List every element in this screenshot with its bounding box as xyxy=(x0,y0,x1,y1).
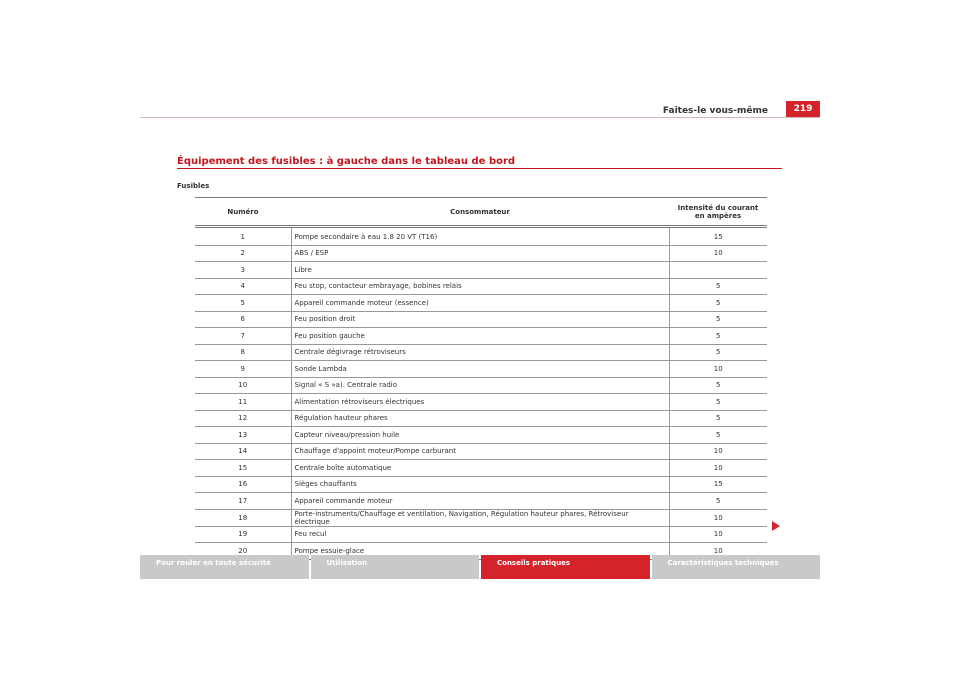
continue-arrow-icon[interactable] xyxy=(772,521,780,531)
fuse-number-cell: 11 xyxy=(195,394,291,411)
table-row xyxy=(195,394,767,411)
consumer-cell: Centrale boîte automatique xyxy=(291,460,669,477)
table-row xyxy=(195,526,767,543)
section-title: Équipement des fusibles : à gauche dans le tableau de bord xyxy=(177,156,516,167)
amperage-cell: 15 xyxy=(669,227,767,246)
footer-tab-practical-tips[interactable]: Conseils pratiques xyxy=(481,555,650,579)
column-header-amperage: Intensité du courant en ampères xyxy=(669,198,767,227)
consumer-cell: Chauffage d'appoint moteur/Pompe carburant xyxy=(291,443,669,460)
fuse-number-cell: 12 xyxy=(195,410,291,427)
table-row xyxy=(195,443,767,460)
fuse-number-cell: 8 xyxy=(195,344,291,361)
section-divider xyxy=(177,168,782,169)
amperage-cell: 5 xyxy=(669,377,767,394)
page-header-title: Faites-le vous-même xyxy=(662,106,768,116)
fuse-number-cell: 3 xyxy=(195,262,291,279)
footer-tab-safety[interactable]: Pour rouler en toute sécurité xyxy=(140,555,309,579)
amperage-cell: 10 xyxy=(669,543,767,560)
fuse-number-cell: 2 xyxy=(195,245,291,262)
amperage-cell: 10 xyxy=(669,361,767,378)
table-row xyxy=(195,410,767,427)
fuse-number-cell: 18 xyxy=(195,509,291,526)
amperage-cell: 5 xyxy=(669,328,767,345)
consumer-cell: Signal « S »a). Centrale radio xyxy=(291,377,669,394)
sub-heading: Fusibles xyxy=(177,182,210,190)
table-row xyxy=(195,245,767,262)
table-row xyxy=(195,361,767,378)
table-row xyxy=(195,328,767,345)
fuse-number-cell: 19 xyxy=(195,526,291,543)
fuse-number-cell: 14 xyxy=(195,443,291,460)
consumer-cell: Feu stop, contacteur embrayage, bobines relais xyxy=(291,278,669,295)
fuse-number-cell: 17 xyxy=(195,493,291,510)
table-row xyxy=(195,493,767,510)
amperage-cell: 10 xyxy=(669,526,767,543)
amperage-cell xyxy=(669,262,767,279)
consumer-cell: ABS / ESP xyxy=(291,245,669,262)
table-row xyxy=(195,427,767,444)
footer-tab-technical-specs[interactable]: Caractéristiques techniques xyxy=(652,555,821,579)
fuse-number-cell: 9 xyxy=(195,361,291,378)
fuse-number-cell: 1 xyxy=(195,227,291,246)
table-header-row xyxy=(195,198,767,227)
consumer-cell: Feu recul xyxy=(291,526,669,543)
amperage-cell: 5 xyxy=(669,410,767,427)
amperage-cell: 10 xyxy=(669,245,767,262)
fuse-number-cell: 15 xyxy=(195,460,291,477)
consumer-cell: Appareil commande moteur xyxy=(291,493,669,510)
amperage-cell: 5 xyxy=(669,427,767,444)
table-row xyxy=(195,344,767,361)
table-row xyxy=(195,311,767,328)
fuse-number-cell: 5 xyxy=(195,295,291,312)
consumer-cell: Sonde Lambda xyxy=(291,361,669,378)
amperage-cell: 10 xyxy=(669,460,767,477)
fuse-number-cell: 13 xyxy=(195,427,291,444)
table-row xyxy=(195,476,767,493)
column-header-number: Numéro xyxy=(195,198,291,227)
fuse-number-cell: 16 xyxy=(195,476,291,493)
table-row xyxy=(195,460,767,477)
footer-tab-usage[interactable]: Utilisation xyxy=(311,555,480,579)
amperage-cell: 5 xyxy=(669,344,767,361)
table-row xyxy=(195,227,767,246)
fuse-number-cell: 7 xyxy=(195,328,291,345)
fuse-number-cell: 4 xyxy=(195,278,291,295)
fuse-number-cell: 6 xyxy=(195,311,291,328)
table-row xyxy=(195,278,767,295)
consumer-cell: Porte-instruments/Chauffage et ventilation, Navigation, Régulation hauteur phares, Rétroviseur électrique xyxy=(291,509,669,526)
consumer-cell: Capteur niveau/pression huile xyxy=(291,427,669,444)
amperage-cell: 5 xyxy=(669,493,767,510)
consumer-cell: Sièges chauffants xyxy=(291,476,669,493)
header-divider xyxy=(140,117,820,118)
consumer-cell: Feu position droit xyxy=(291,311,669,328)
amperage-cell: 5 xyxy=(669,278,767,295)
column-header-consumer: Consommateur xyxy=(291,198,669,227)
consumer-cell: Régulation hauteur phares xyxy=(291,410,669,427)
page-number: 219 xyxy=(786,101,820,118)
consumer-cell: Pompe essuie-glace xyxy=(291,543,669,560)
fuse-number-cell: 20 xyxy=(195,543,291,560)
consumer-cell: Pompe secondaire à eau 1.8 20 VT (T16) xyxy=(291,227,669,246)
consumer-cell: Libre xyxy=(291,262,669,279)
consumer-cell: Centrale dégivrage rétroviseurs xyxy=(291,344,669,361)
amperage-cell: 10 xyxy=(669,509,767,526)
consumer-cell: Alimentation rétroviseurs électriques xyxy=(291,394,669,411)
table-row xyxy=(195,509,767,526)
amperage-cell: 10 xyxy=(669,443,767,460)
amperage-cell: 5 xyxy=(669,311,767,328)
table-row xyxy=(195,262,767,279)
consumer-cell: Feu position gauche xyxy=(291,328,669,345)
footer-nav xyxy=(140,555,820,579)
fuse-table xyxy=(195,197,767,560)
amperage-cell: 5 xyxy=(669,295,767,312)
amperage-cell: 5 xyxy=(669,394,767,411)
table-row xyxy=(195,295,767,312)
consumer-cell: Appareil commande moteur (essence) xyxy=(291,295,669,312)
fuse-number-cell: 10 xyxy=(195,377,291,394)
table-row xyxy=(195,377,767,394)
amperage-cell: 15 xyxy=(669,476,767,493)
